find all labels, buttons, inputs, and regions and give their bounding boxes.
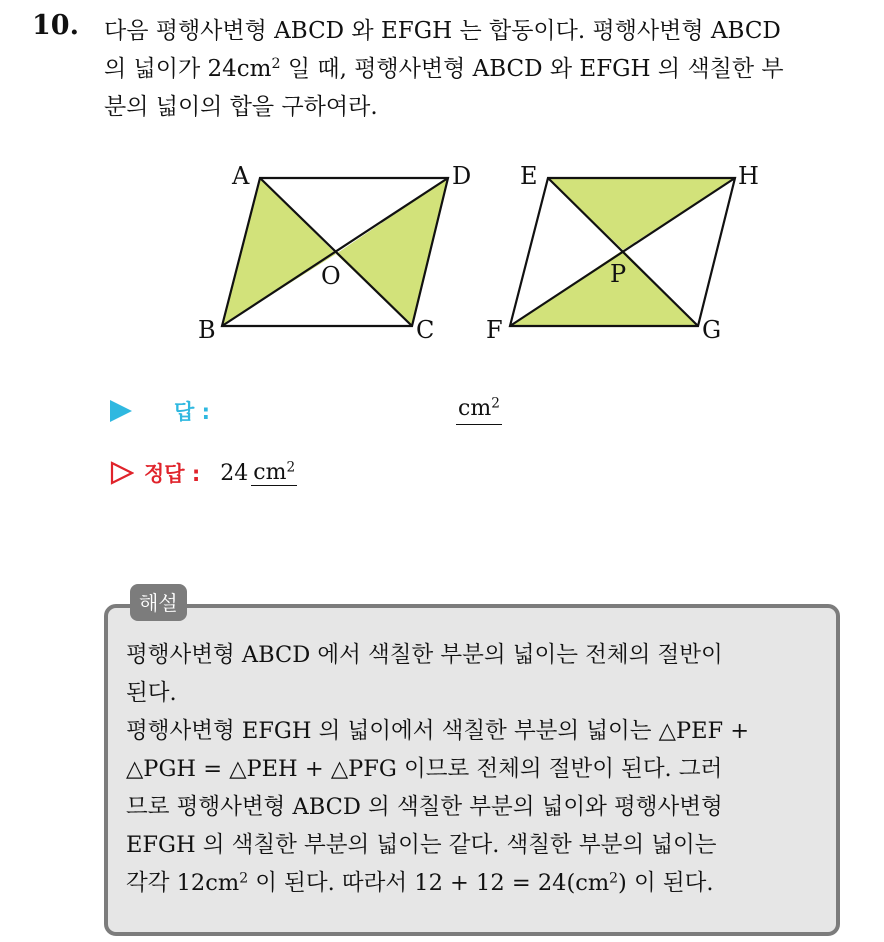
explanation-line-1: 평행사변형 ABCD 에서 색칠한 부분의 넓이는 전체의 절반이 bbox=[126, 642, 723, 668]
shade-triangle-aob bbox=[222, 178, 336, 326]
question-line-3: 분의 넓이의 합을 구하여라. bbox=[104, 94, 378, 120]
label-o: O bbox=[321, 262, 341, 290]
answer-unit: cm bbox=[458, 396, 492, 421]
explanation-line-7-sup1: 2 bbox=[239, 870, 249, 887]
label-b: B bbox=[198, 316, 216, 344]
question-text bbox=[104, 12, 864, 126]
explanation-line-5: 므로 평행사변형 ABCD 의 색칠한 부분의 넓이와 평행사변형 bbox=[126, 794, 723, 820]
explanation-line-7-sup2: 2 bbox=[609, 870, 619, 887]
explanation-line-2: 된다. bbox=[126, 680, 177, 706]
label-f: F bbox=[486, 316, 503, 344]
answer-label: 답 : bbox=[174, 400, 210, 424]
correct-answer-unit-wrap bbox=[251, 460, 297, 486]
answer-row bbox=[110, 396, 210, 426]
explanation-line-3: 평행사변형 EFGH 의 넓이에서 색칠한 부분의 넓이는 △PEF + bbox=[126, 718, 750, 744]
correct-answer-label: 정답 : bbox=[144, 462, 201, 486]
explanation-line-4: △PGH = △PEH + △PFG 이므로 전체의 절반이 된다. 그러 bbox=[126, 756, 723, 782]
correct-answer-row bbox=[110, 458, 297, 488]
explanation-line-7-a: 각각 12cm bbox=[126, 870, 240, 896]
correct-answer-value: 24 bbox=[220, 460, 249, 486]
parallelogram-figure bbox=[190, 150, 790, 355]
explanation-line-6: EFGH 의 색칠한 부분의 넓이는 같다. 색칠한 부분의 넓이는 bbox=[126, 832, 717, 858]
label-a: A bbox=[232, 162, 250, 190]
correct-answer-unit-sup: 2 bbox=[286, 459, 296, 476]
explanation-line-7-b: 이 된다. 따라서 12 + 12 = 24(cm bbox=[248, 870, 610, 896]
explanation-line-7 bbox=[126, 864, 836, 902]
question-line-2-sup: 2 bbox=[271, 56, 281, 73]
question-line-2-post: 일 때, 평행사변형 ABCD 와 EFGH 의 색칠한 부 bbox=[280, 56, 784, 82]
question-line-2-pre: 의 넓이가 24cm bbox=[104, 56, 272, 82]
label-d: D bbox=[452, 162, 472, 190]
label-e: E bbox=[520, 162, 538, 190]
answer-unit-sup: 2 bbox=[491, 395, 500, 412]
question-line-1: 다음 평행사변형 ABCD 와 EFGH 는 합동이다. 평행사변형 ABCD bbox=[104, 18, 781, 44]
explanation-tag: 해설 bbox=[130, 584, 187, 621]
outline-triangle-icon bbox=[110, 461, 134, 485]
explanation-line-7-c: ) 이 된다. bbox=[618, 870, 714, 896]
label-g: G bbox=[702, 316, 722, 344]
question-number: 10. bbox=[32, 10, 79, 41]
explanation-text bbox=[126, 636, 836, 902]
play-triangle-icon bbox=[110, 400, 132, 422]
shade-triangle-doc bbox=[336, 178, 448, 326]
correct-answer-unit: cm bbox=[253, 460, 287, 485]
label-h: H bbox=[738, 162, 759, 190]
question-line-2 bbox=[104, 50, 864, 88]
label-p: P bbox=[610, 260, 627, 288]
shade-triangle-pfg bbox=[510, 250, 698, 326]
answer-input-blank[interactable] bbox=[456, 394, 502, 425]
label-c: C bbox=[416, 316, 435, 344]
